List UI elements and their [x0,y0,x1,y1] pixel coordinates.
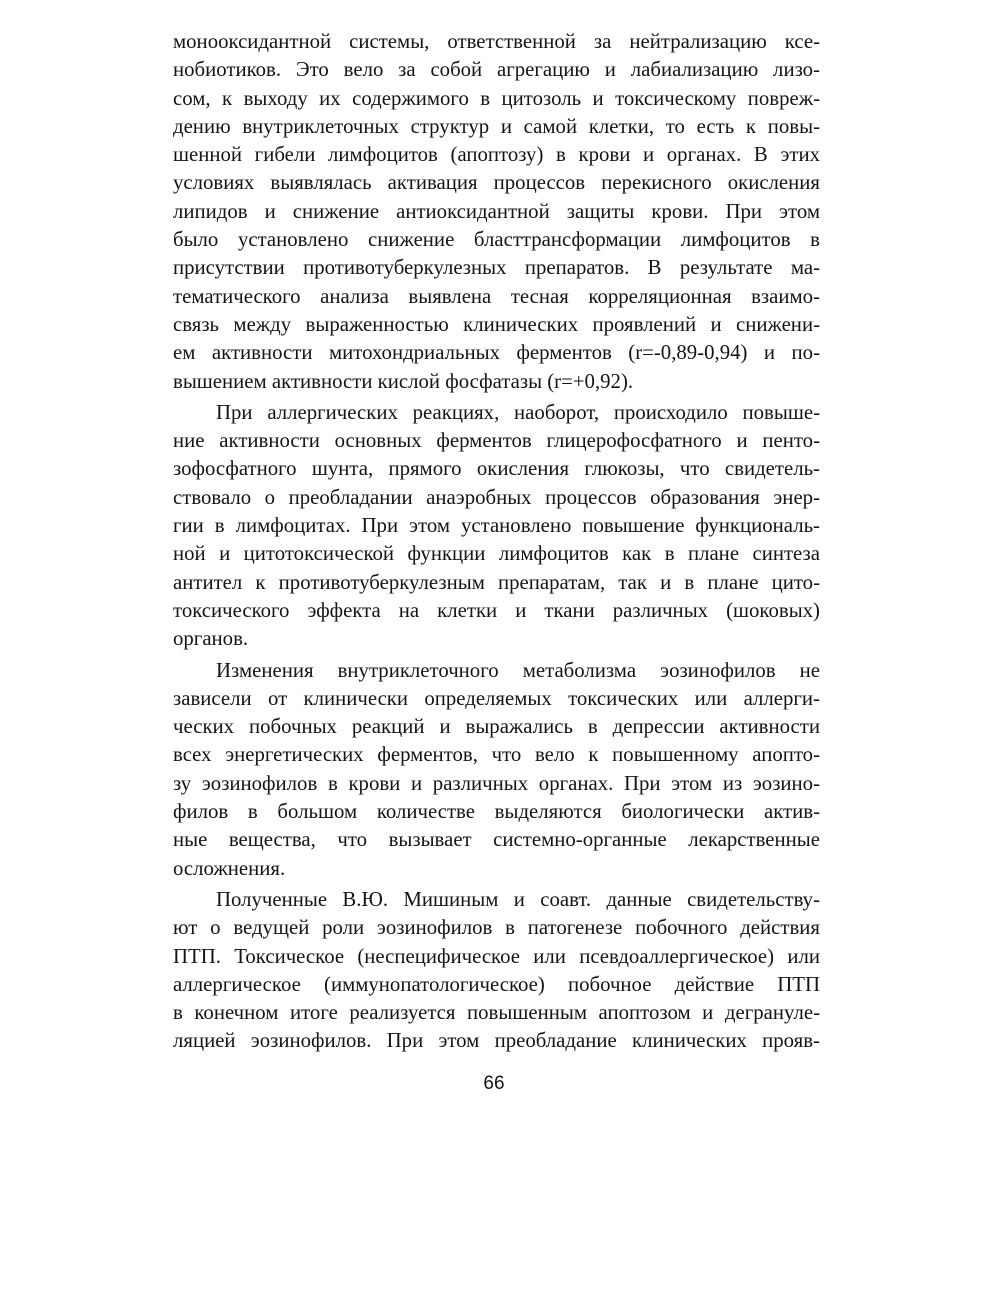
text-line: ные вещества, что вызывает системно-органные лекарственные [173,828,820,852]
page-number: 66 [483,1073,505,1094]
text-line: сом, к выходу их содержимого в цитозоль и токсическому повреж- [173,86,820,110]
text-line: монооксидантной системы, ответственной за нейтрализацию ксе- [173,30,820,53]
text-line: ляцией эозинофилов. При этом преобладание клинических прояв- [173,1029,820,1053]
text-line: ют о ведущей роли эозинофилов в патогенезе побочного действия [173,916,820,940]
text-line: вышением активности кислой фосфатазы (r=+0,92). [173,369,634,393]
text-line: органов. [173,627,249,651]
text-line: ной и цитотоксической функции лимфоцитов как в плане синтеза [173,542,820,566]
text-line: антител к противотуберкулезным препаратам, так и в плане цито- [173,570,820,594]
text-line: гии в лимфоцитах. При этом установлено повышение функциональ- [173,514,820,538]
text-line: Изменения внутриклеточного метаболизма эозинофилов не [216,658,820,682]
text-line: в конечном итоге реализуется повышенным апоптозом и дегрануле- [173,1001,820,1025]
text-line: филов в большом количестве выделяются биологически актив- [173,800,820,824]
text-line: дению внутриклеточных структур и самой клетки, то есть к повы- [173,114,820,138]
text-line: липидов и снижение антиоксидантной защиты крови. При этом [173,199,820,223]
text-line: зофосфатного шунта, прямого окисления глюкозы, что свидетель- [173,457,820,481]
text-line: ПТП. Токсическое (неспецифическое или псевдоаллергическое) или [173,944,820,968]
text-line: нобиотиков. Это вело за собой агрегацию и лабиализацию лизо- [173,58,820,82]
paragraph-1 [173,28,820,396]
text-line: условиях выявлялась активация процессов перекисного окисления [173,171,820,195]
text-line: аллергическое (иммунопатологическое) побочное действие ПТП [173,972,820,996]
paragraph-2 [173,399,820,654]
text-line: осложнения. [173,856,286,880]
text-line: всех энергетических ферментов, что вело к повышенному апопто- [173,743,820,767]
page-body [173,28,820,1056]
text-line: связь между выраженностью клинических проявлений и снижени- [173,312,820,336]
text-line: ствовало о преобладании анаэробных процессов образования энер- [173,485,820,509]
text-line: шенной гибели лимфоцитов (апоптозу) в крови и органах. В этих [173,143,820,167]
text-line: ние активности основных ферментов глицерофосфатного и пенто- [173,429,820,453]
text-line: При аллергических реакциях, наоборот, происходило повыше- [216,400,820,424]
text-line: ческих побочных реакций и выражались в депрессии активности [173,715,820,739]
text-line: зу эозинофилов в крови и различных органах. При этом из эозино- [173,771,820,795]
paragraph-4 [173,886,820,1056]
text-line: зависели от клинически определяемых токсических или аллерги- [173,686,820,710]
text-line: было установлено снижение бласттрансформации лимфоцитов в [173,228,820,252]
text-line: ем активности митохондриальных ферментов (r=-0,89-0,94) и по- [173,341,820,365]
paragraph-3 [173,657,820,883]
text-line: присутствии противотуберкулезных препаратов. В результате ма- [173,256,820,280]
text-line: Полученные В.Ю. Мишиным и соавт. данные свидетельству- [216,887,820,911]
text-line: тематического анализа выявлена тесная корреляционная взаимо- [173,284,820,308]
text-line: токсического эффекта на клетки и ткани различных (шоковых) [173,598,820,622]
